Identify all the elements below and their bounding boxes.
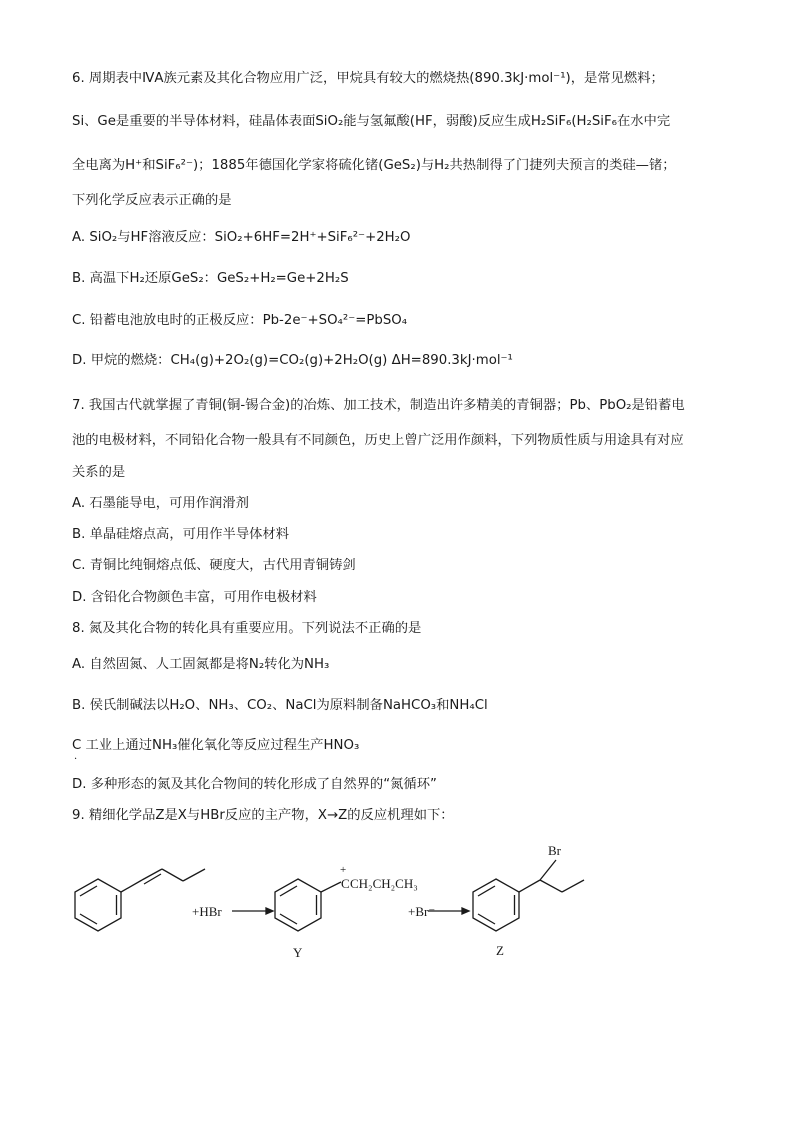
q9-stem: 9. 精细化学品Z是X与HBr反应的主产物，X→Z的反应机理如下： [72, 808, 454, 823]
reagent-br: +Br⁻ [408, 904, 436, 919]
molecule-x [75, 869, 205, 931]
label-y: Y [293, 945, 303, 960]
q7-stem-line3: 关系的是 [72, 465, 126, 480]
q6-option-b: B. 高温下H₂还原GeS₂：GeS₂+H₂=Ge+2H₂S [72, 271, 349, 286]
q6-stem-line2: Si、Ge是重要的半导体材料，硅晶体表面SiO₂能与氢氟酸(HF，弱酸)反应生成H₂SiF₆(H₂SiF₆在水中完 [72, 114, 671, 129]
q7-option-b: B. 单晶硅熔点高，可用作半导体材料 [72, 527, 290, 542]
q6-stem-line4: 下列化学反应表示正确的是 [72, 193, 232, 208]
q6-stem-line3: 全电离为H⁺和SiF₆²⁻)；1885年德国化学家将硫化锗(GeS₂)与H₂共热制得了门捷列夫预言的类硅—锗； [72, 158, 676, 173]
q7-option-c: C. 青铜比纯铜熔点低、硬度大，古代用青铜铸剑 [72, 558, 356, 573]
reagent-hbr: +HBr [192, 904, 222, 919]
q7-stem-line1: 7. 我国古代就掌握了青铜(铜-锡合金)的冶炼、加工技术，制造出许多精美的青铜器；Pb、PbO₂是铅蓄电 [72, 398, 685, 413]
q6-option-c: C. 铅蓄电池放电时的正极反应：Pb-2e⁻+SO₄²⁻=PbSO₄ [72, 313, 408, 328]
q6-option-a: A. SiO₂与HF溶液反应：SiO₂+6HF=2H⁺+SiF₆²⁻+2H₂O [72, 230, 411, 245]
q7-option-a: A. 石墨能导电，可用作润滑剂 [72, 496, 249, 511]
molecule-z [473, 860, 584, 931]
bromine-atom: Br [548, 843, 561, 858]
q8-option-a: A. 自然固氮、人工固氮都是将N₂转化为NH₃ [72, 657, 330, 672]
stray-dot: · [74, 754, 78, 765]
q6-stem-line1: 6. 周期表中ⅣA族元素及其化合物应用广泛，甲烷具有较大的燃烧热(890.3kJ·mol⁻¹)，是常见燃料； [72, 71, 664, 86]
label-z: Z [496, 943, 504, 958]
cation-plus: + [340, 864, 347, 876]
cation-prefix: C [341, 876, 350, 891]
molecule-y [275, 879, 341, 931]
cation-chain: CH₂CH₂CH₃ [350, 876, 418, 891]
q6-option-d: D. 甲烷的燃烧：CH₄(g)+2O₂(g)=CO₂(g)+2H₂O(g) ΔH=890.3kJ·mol⁻¹ [72, 353, 513, 368]
q8-option-c: C 工业上通过NH₃催化氧化等反应过程生产HNO₃ [72, 738, 360, 753]
q8-option-b: B. 侯氏制碱法以H₂O、NH₃、CO₂、NaCl为原料制备NaHCO₃和NH₄Cl [72, 698, 488, 713]
q8-stem: 8. 氮及其化合物的转化具有重要应用。下列说法不正确的是 [72, 621, 422, 636]
reaction-mechanism-diagram [0, 830, 794, 970]
q7-stem-line2: 池的电极材料，不同铅化合物一般具有不同颜色，历史上曾广泛用作颜料，下列物质性质与用途具有对应 [72, 433, 684, 448]
q8-option-d: D. 多种形态的氮及其化合物间的转化形成了自然界的“氮循环” [72, 777, 437, 792]
q7-option-d: D. 含铅化合物颜色丰富，可用作电极材料 [72, 590, 317, 605]
